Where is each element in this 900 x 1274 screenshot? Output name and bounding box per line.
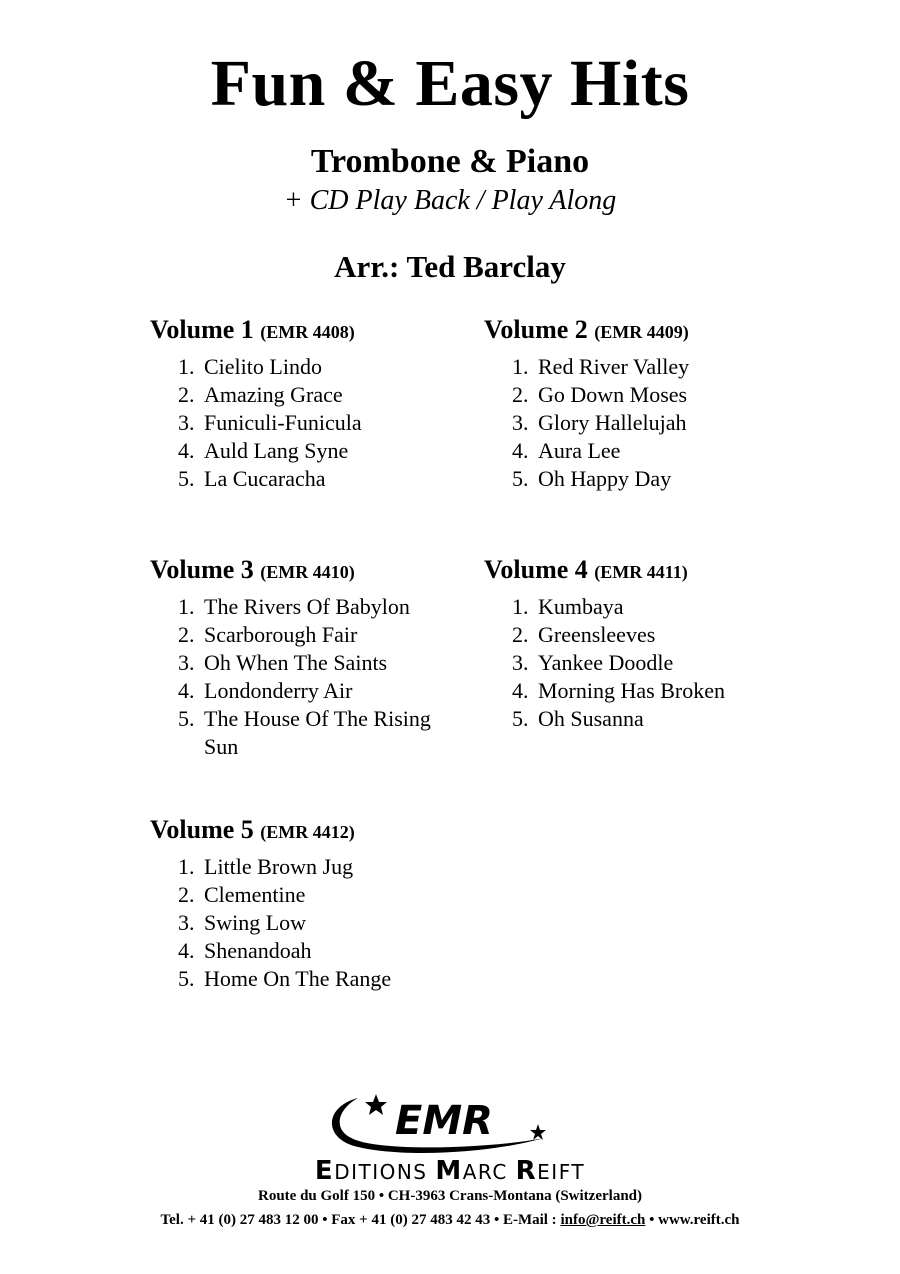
track-title: Kumbaya bbox=[538, 594, 624, 619]
track-number: 4. bbox=[178, 438, 195, 463]
catalog-code: (EMR 4412) bbox=[260, 822, 355, 842]
track-title: Greensleeves bbox=[538, 622, 656, 647]
publisher-word-part: DITIONS bbox=[334, 1160, 436, 1184]
catalog-code: (EMR 4411) bbox=[594, 562, 688, 582]
track-number: 3. bbox=[178, 910, 195, 935]
track-number: 1. bbox=[512, 354, 529, 379]
track-number: 2. bbox=[178, 622, 195, 647]
volume-3 bbox=[150, 555, 470, 761]
instrumentation-subtitle: Trombone & Piano bbox=[310, 143, 590, 180]
list-item bbox=[484, 409, 804, 437]
track-number: 2. bbox=[512, 382, 529, 407]
catalog-code: (EMR 4409) bbox=[594, 322, 689, 342]
logo-text: EMR bbox=[395, 1098, 493, 1144]
arranger-credit: Arr.: Ted Barclay bbox=[334, 249, 566, 284]
publisher-initial: R bbox=[515, 1156, 538, 1186]
contact-website: • www.reift.ch bbox=[645, 1212, 740, 1228]
list-item bbox=[150, 909, 470, 937]
list-item bbox=[150, 937, 470, 965]
track-number: 2. bbox=[178, 382, 195, 407]
volume-4 bbox=[484, 555, 804, 733]
document-title: Fun & Easy Hits bbox=[210, 47, 690, 120]
track-title: Home On The Range bbox=[204, 966, 392, 991]
list-item bbox=[484, 465, 804, 493]
track-title: Clementine bbox=[204, 882, 306, 907]
track-number: 3. bbox=[512, 410, 529, 435]
track-title: Cielito Lindo bbox=[204, 354, 322, 379]
track-number: 4. bbox=[512, 438, 529, 463]
list-item bbox=[150, 881, 470, 909]
track-list bbox=[484, 353, 804, 493]
list-item bbox=[484, 593, 804, 621]
track-title: Yankee Doodle bbox=[538, 650, 674, 675]
track-title: Glory Hallelujah bbox=[538, 410, 687, 435]
volume-label: Volume 5 bbox=[150, 815, 254, 844]
track-title: The Rivers Of Babylon bbox=[204, 594, 410, 619]
track-title: Red River Valley bbox=[538, 354, 690, 379]
catalog-code: (EMR 4410) bbox=[260, 562, 355, 582]
track-number: 5. bbox=[178, 966, 195, 991]
track-title: Scarborough Fair bbox=[204, 622, 358, 647]
track-title: Londonderry Air bbox=[204, 678, 353, 703]
list-item bbox=[150, 381, 470, 409]
track-title: Swing Low bbox=[204, 910, 307, 935]
track-title: Oh Happy Day bbox=[538, 466, 672, 491]
list-item bbox=[150, 965, 470, 993]
track-title: Funiculi-Funicula bbox=[204, 410, 362, 435]
track-title: Little Brown Jug bbox=[204, 854, 354, 879]
volume-heading bbox=[150, 815, 470, 847]
volume-label: Volume 2 bbox=[484, 315, 588, 344]
track-list bbox=[150, 593, 470, 761]
volume-heading bbox=[484, 315, 804, 347]
list-item bbox=[484, 381, 804, 409]
track-number: 4. bbox=[512, 678, 529, 703]
publisher-address: Route du Golf 150 • CH-3963 Crans-Montana (Switzerland) bbox=[258, 1188, 642, 1204]
track-number: 5. bbox=[512, 706, 529, 731]
list-item bbox=[150, 677, 470, 705]
track-title: Oh When The Saints bbox=[204, 650, 388, 675]
track-number: 2. bbox=[512, 622, 529, 647]
track-number: 4. bbox=[178, 678, 195, 703]
list-item bbox=[484, 705, 804, 733]
list-item bbox=[150, 705, 470, 761]
list-item bbox=[484, 437, 804, 465]
publisher-word-part: EIFT bbox=[537, 1160, 586, 1184]
list-item bbox=[150, 353, 470, 381]
track-list bbox=[150, 353, 470, 493]
track-title: The House Of The Rising Sun bbox=[204, 706, 431, 759]
track-number: 1. bbox=[512, 594, 529, 619]
cd-tagline: + CD Play Back / Play Along bbox=[283, 185, 617, 216]
track-title: Oh Susanna bbox=[538, 706, 644, 731]
track-number: 4. bbox=[178, 938, 195, 963]
track-number: 3. bbox=[512, 650, 529, 675]
list-item bbox=[150, 437, 470, 465]
list-item bbox=[484, 677, 804, 705]
volume-heading bbox=[150, 315, 470, 347]
volume-2 bbox=[484, 315, 804, 493]
list-item bbox=[150, 409, 470, 437]
list-item bbox=[484, 621, 804, 649]
list-item bbox=[484, 649, 804, 677]
volume-label: Volume 1 bbox=[150, 315, 254, 344]
list-item bbox=[150, 593, 470, 621]
track-number: 5. bbox=[178, 466, 195, 491]
volume-heading bbox=[150, 555, 470, 587]
track-title: La Cucaracha bbox=[204, 466, 326, 491]
list-item bbox=[150, 465, 470, 493]
track-number: 2. bbox=[178, 882, 195, 907]
track-number: 5. bbox=[512, 466, 529, 491]
volume-label: Volume 4 bbox=[484, 555, 588, 584]
track-list bbox=[150, 853, 470, 993]
track-number: 3. bbox=[178, 650, 195, 675]
track-title: Shenandoah bbox=[204, 938, 312, 963]
publisher-word-part: ARC bbox=[462, 1160, 516, 1184]
track-title: Aura Lee bbox=[538, 438, 621, 463]
track-title: Go Down Moses bbox=[538, 382, 688, 407]
track-list bbox=[484, 593, 804, 733]
volume-label: Volume 3 bbox=[150, 555, 254, 584]
list-item bbox=[484, 353, 804, 381]
publisher-initial: E bbox=[314, 1156, 335, 1186]
list-item bbox=[150, 853, 470, 881]
list-item bbox=[150, 649, 470, 677]
volume-heading bbox=[484, 555, 804, 587]
track-number: 1. bbox=[178, 594, 195, 619]
volume-5 bbox=[150, 815, 470, 993]
track-title: Auld Lang Syne bbox=[204, 438, 349, 463]
contact-phone-fax: Tel. + 41 (0) 27 483 12 00 • Fax + 41 (0) 27 483 42 43 • E-Mail : bbox=[160, 1212, 561, 1228]
emr-logo bbox=[318, 1088, 558, 1156]
track-number: 1. bbox=[178, 854, 195, 879]
track-title: Amazing Grace bbox=[204, 382, 343, 407]
track-number: 5. bbox=[178, 706, 195, 731]
track-number: 1. bbox=[178, 354, 195, 379]
publisher-contact bbox=[0, 1210, 900, 1230]
catalog-code: (EMR 4408) bbox=[260, 322, 355, 342]
publisher-name bbox=[0, 1158, 900, 1185]
volume-1 bbox=[150, 315, 470, 493]
track-title: Morning Has Broken bbox=[538, 678, 725, 703]
publisher-initial: M bbox=[435, 1156, 463, 1186]
email-link[interactable]: info@reift.ch bbox=[560, 1212, 646, 1228]
track-number: 3. bbox=[178, 410, 195, 435]
list-item bbox=[150, 621, 470, 649]
